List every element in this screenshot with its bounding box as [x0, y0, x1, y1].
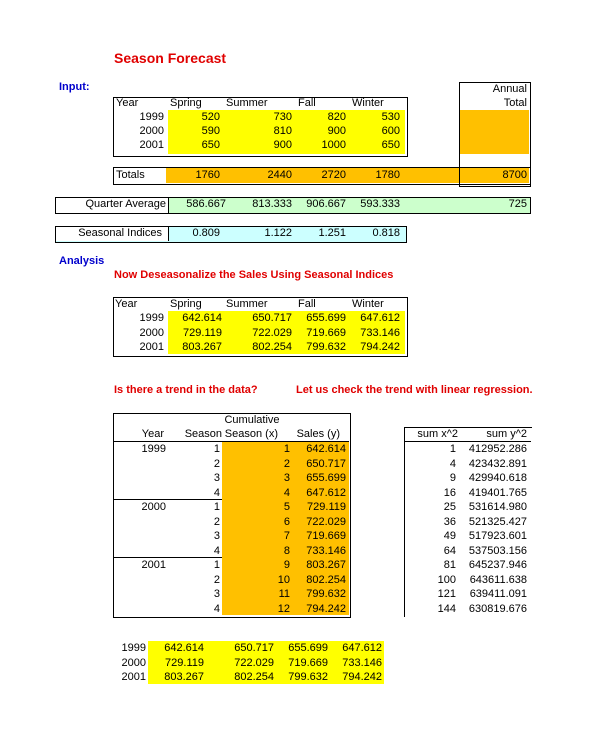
reg-sales-y: 799.632 [306, 588, 346, 600]
annual-header: Annual [492, 83, 527, 95]
input-cell: 520 [201, 111, 220, 123]
totals-fall: 2720 [321, 169, 346, 181]
sum-y2-cell: 537503.156 [468, 544, 527, 557]
seasonal-indices-label: Seasonal Indices [78, 227, 162, 239]
input-cell: 730 [273, 111, 292, 123]
sum-y2-cell: 429940.618 [468, 472, 527, 484]
reg-cumulative-x: 9 [283, 559, 290, 571]
bottom-cell: 733.146 [342, 656, 382, 669]
qa-spring: 586.667 [186, 198, 226, 210]
reg-cumulative-x: 5 [283, 501, 290, 513]
sum-x2-cell: 144 [437, 602, 456, 615]
input-row-year: 2000 [139, 125, 164, 137]
deseason-cell: 719.669 [306, 326, 346, 339]
sum-x2-cell: 4 [449, 457, 456, 470]
bottom-cell: 655.699 [288, 642, 328, 654]
reg-cumulative-x: 6 [283, 515, 290, 528]
input-cell: 650 [201, 139, 220, 151]
reg-header-season: Season [184, 428, 222, 440]
reg-sales-y: 729.119 [307, 501, 346, 513]
deseason-cell: 729.119 [183, 326, 222, 339]
deseason-cell: 799.632 [306, 341, 346, 353]
reg-sales-y: 733.146 [306, 544, 346, 557]
sum-x2-cell: 16 [443, 486, 456, 499]
input-cell: 600 [381, 125, 400, 137]
deseason-cell: 722.029 [252, 326, 292, 339]
sum-x2-cell: 100 [437, 573, 456, 586]
deseason-row-year: 2001 [139, 341, 164, 353]
sum-x2-cell: 9 [449, 472, 456, 484]
reg-season: 1 [213, 443, 220, 455]
reg-cumulative-x: 12 [277, 602, 290, 615]
deseason-cell: 802.254 [252, 341, 292, 353]
ds-header-year: Year [115, 298, 138, 310]
bottom-cell: 729.119 [165, 656, 204, 669]
reg-season: 2 [213, 573, 220, 586]
reg-season: 3 [213, 530, 220, 542]
page-title: Season Forecast [114, 50, 227, 66]
bottom-cell: 647.612 [342, 642, 382, 654]
bottom-cell: 794.242 [342, 671, 382, 683]
bottom-row-year: 2000 [121, 656, 146, 669]
reg-cumulative-x: 2 [283, 457, 290, 470]
sum-x2-cell: 121 [437, 588, 456, 600]
input-row-year: 1999 [139, 111, 164, 123]
col-header-fall: Fall [298, 97, 316, 109]
reg-season: 1 [213, 559, 220, 571]
sum-y2-cell: 639411.091 [469, 588, 527, 600]
reg-sales-y: 655.699 [306, 472, 346, 484]
trend-question: Is there a trend in the data? [114, 384, 258, 396]
reg-year: 2001 [141, 559, 166, 571]
totals-label: Totals [116, 169, 145, 181]
ds-header-winter: Winter [352, 298, 384, 310]
sum-y2-cell: 412952.286 [468, 443, 527, 455]
bottom-cell: 719.669 [288, 656, 328, 669]
reg-season: 3 [213, 472, 220, 484]
sum-x2-cell: 25 [443, 501, 456, 513]
sum-y2-header: sum y^2 [486, 428, 527, 440]
deseason-cell: 733.146 [360, 326, 400, 339]
si-winter: 0.818 [372, 227, 400, 239]
input-cell: 590 [201, 125, 220, 137]
reg-cumulative-x: 4 [283, 486, 290, 499]
input-cell: 820 [327, 111, 346, 123]
reg-cumulative-x: 1 [283, 443, 290, 455]
sum-x2-cell: 49 [443, 530, 456, 542]
input-cell: 530 [381, 111, 400, 123]
sum-y2-cell: 643611.638 [469, 573, 527, 586]
col-header-winter: Winter [352, 97, 384, 109]
input-cell: 900 [273, 139, 292, 151]
qa-summer: 813.333 [252, 198, 292, 210]
total-header: Total [503, 97, 527, 109]
reg-cumulative-x: 3 [283, 472, 290, 484]
analysis-label: Analysis [59, 255, 105, 267]
deseason-heading: Now Deseasonalize the Sales Using Seasonal Indices [114, 269, 394, 281]
bottom-cell: 802.254 [234, 671, 274, 683]
reg-season: 4 [213, 486, 220, 499]
input-cell: 900 [327, 125, 346, 137]
input-label: Input: [59, 81, 90, 93]
si-summer: 1.122 [264, 227, 292, 239]
input-cell: 650 [381, 139, 400, 151]
totals-annual: 8700 [502, 169, 527, 181]
reg-header-sales-y: Sales (y) [296, 428, 340, 440]
reg-sales-y: 794.242 [306, 602, 346, 615]
deseason-row-year: 1999 [139, 312, 164, 324]
reg-season: 2 [213, 457, 220, 470]
reg-sales-y: 650.717 [306, 457, 346, 470]
deseason-row-year: 2000 [139, 326, 164, 339]
reg-header-year: Year [141, 428, 164, 440]
bottom-cell: 803.267 [164, 671, 204, 683]
reg-sales-y: 803.267 [306, 559, 346, 571]
reg-sales-y: 647.612 [306, 486, 346, 499]
reg-sales-y: 719.669 [306, 530, 346, 542]
input-row-year: 2001 [139, 139, 164, 151]
sum-y2-cell: 517923.601 [468, 530, 527, 542]
reg-cumulative-x: 8 [283, 544, 290, 557]
sum-x2-header: sum x^2 [417, 428, 458, 440]
sum-y2-cell: 531614.980 [468, 501, 527, 513]
sum-y2-cell: 630819.676 [468, 602, 527, 615]
input-cell: 1000 [321, 139, 346, 151]
bottom-cell: 722.029 [234, 656, 274, 669]
ds-header-fall: Fall [298, 298, 316, 310]
sum-x2-cell: 1 [449, 443, 456, 455]
totals-summer: 2440 [267, 169, 292, 181]
quarter-average-label: Quarter Average [85, 198, 166, 210]
reg-season: 4 [213, 544, 220, 557]
deseason-cell: 650.717 [252, 312, 292, 324]
reg-sales-y: 722.029 [306, 515, 346, 528]
col-header-year: Year [116, 97, 139, 109]
qa-winter: 593.333 [360, 198, 400, 210]
deseason-cell: 647.612 [360, 312, 400, 324]
qa-fall: 906.667 [306, 198, 346, 210]
ds-header-summer: Summer [226, 298, 268, 310]
ds-header-spring: Spring [170, 298, 202, 310]
input-cell: 810 [273, 125, 292, 137]
reg-year: 2000 [141, 501, 166, 513]
deseason-cell: 655.699 [306, 312, 346, 324]
reg-cumulative-x: 11 [278, 588, 290, 600]
reg-year: 1999 [141, 443, 166, 455]
sum-x2-cell: 64 [443, 544, 456, 557]
sum-y2-cell: 645237.946 [468, 559, 527, 571]
totals-spring: 1760 [195, 169, 220, 181]
reg-season: 2 [213, 515, 220, 528]
si-fall: 1.251 [318, 227, 346, 239]
qa-total: 725 [508, 198, 527, 210]
sum-y2-cell: 423432.891 [468, 457, 527, 470]
reg-header-season-x: Season (x) [224, 428, 278, 440]
cumulative-label: Cumulative [224, 414, 280, 426]
reg-cumulative-x: 7 [283, 530, 290, 542]
sum-y2-cell: 521325.427 [468, 515, 527, 528]
reg-season: 3 [213, 588, 220, 600]
sum-x2-cell: 81 [443, 559, 456, 571]
totals-winter: 1780 [375, 169, 400, 181]
deseason-cell: 803.267 [182, 341, 222, 353]
reg-season: 4 [213, 602, 220, 615]
reg-season: 1 [213, 501, 220, 513]
deseason-cell: 794.242 [360, 341, 400, 353]
col-header-spring: Spring [170, 97, 202, 109]
deseason-cell: 642.614 [182, 312, 222, 324]
bottom-row-year: 1999 [121, 642, 146, 654]
bottom-cell: 650.717 [234, 642, 274, 654]
reg-sales-y: 802.254 [306, 573, 346, 586]
reg-sales-y: 642.614 [306, 443, 346, 455]
col-header-summer: Summer [226, 97, 268, 109]
reg-cumulative-x: 10 [277, 573, 290, 586]
bottom-cell: 642.614 [164, 642, 204, 654]
bottom-row-year: 2001 [121, 671, 146, 683]
sum-x2-cell: 36 [443, 515, 456, 528]
trend-check: Let us check the trend with linear regression. [296, 384, 533, 396]
annual-total-fill [460, 110, 529, 154]
bottom-cell: 799.632 [288, 671, 328, 683]
si-spring: 0.809 [192, 227, 220, 239]
sum-y2-cell: 419401.765 [468, 486, 527, 499]
